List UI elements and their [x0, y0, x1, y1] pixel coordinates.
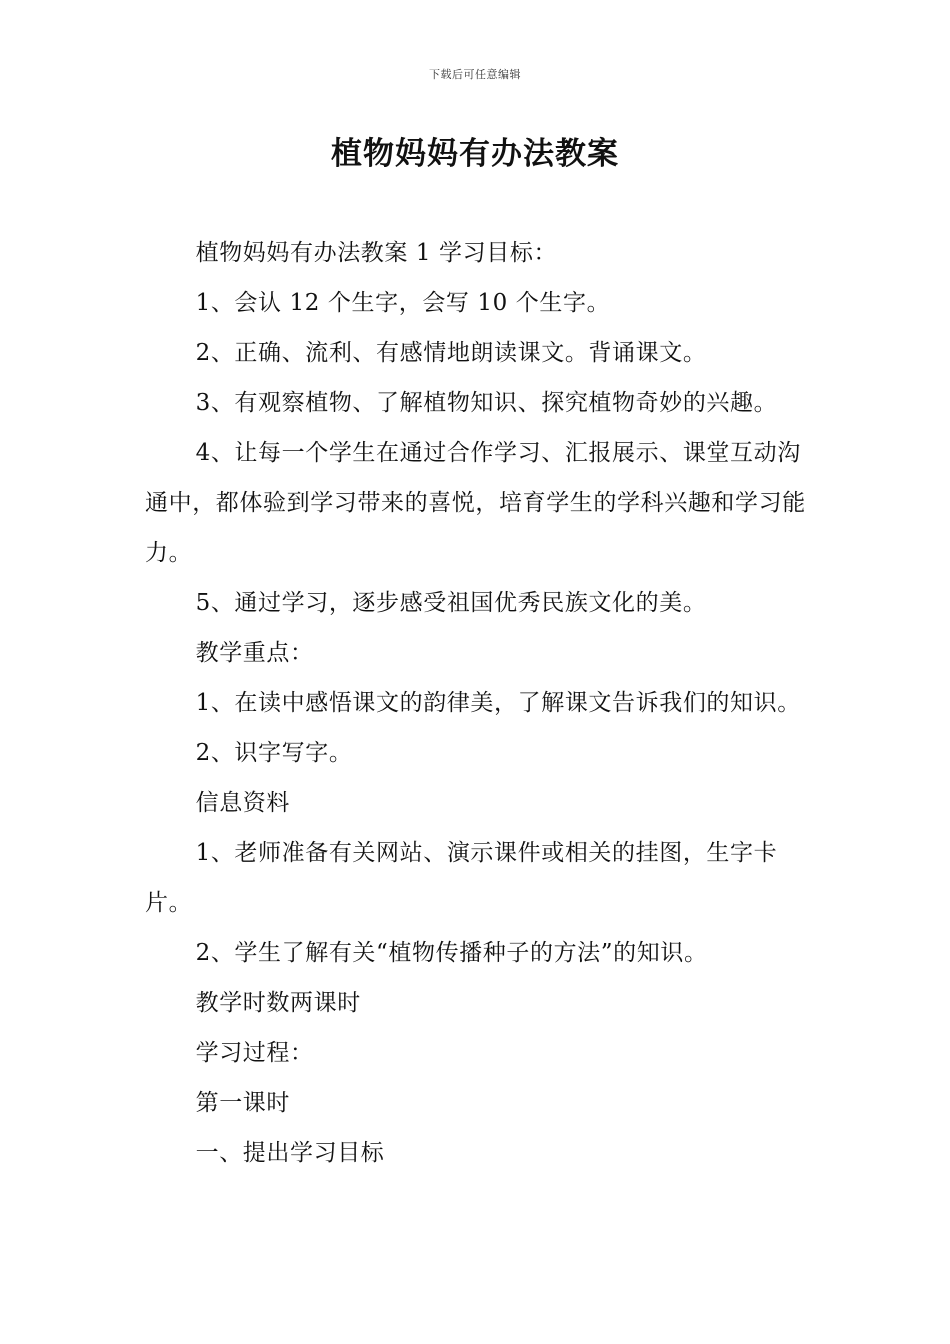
paragraph-resource-1: 1、老师准备有关网站、演示课件或相关的挂图，生字卡片。	[145, 840, 778, 916]
paragraph-key-point-2: 2、识字写字。	[195, 740, 353, 766]
paragraph-key-point-1: 1、在读中感悟课文的韵律美，了解课文告诉我们的知识。	[195, 690, 801, 716]
paragraph-resources-heading: 信息资料	[195, 790, 290, 816]
paragraph-process-heading: 学习过程：	[195, 1040, 314, 1066]
paragraph-objective-5: 5、通过学习，逐步感受祖国优秀民族文化的美。	[195, 590, 707, 616]
header-note: 下载后可任意编辑	[429, 68, 521, 81]
paragraph-key-points-heading: 教学重点：	[195, 640, 314, 666]
paragraph-objective-2: 2、正确、流利、有感情地朗读课文。背诵课文。	[195, 340, 707, 366]
document-body	[145, 228, 815, 1178]
paragraph-class-hours: 教学时数两课时	[195, 990, 361, 1016]
paragraph-first-lesson: 第一课时	[195, 1090, 290, 1116]
paragraph-objective-3: 3、有观察植物、了解植物知识、探究植物奇妙的兴趣。	[195, 390, 778, 416]
paragraph-objective-1: 1、会认 12 个生字，会写 10 个生字。	[195, 290, 611, 316]
paragraph-resource-2: 2、学生了解有关“植物传播种子的方法”的知识。	[195, 940, 708, 966]
paragraph-objective-4: 4、让每一个学生在通过合作学习、汇报展示、课堂互动沟通中，都体验到学习带来的喜悦，培育学生的学科兴趣和学习能力。	[145, 440, 806, 566]
paragraph-step-1: 一、提出学习目标	[195, 1140, 385, 1166]
document-title: 植物妈妈有办法教案	[331, 136, 619, 172]
paragraph-objectives-intro: 植物妈妈有办法教案 1 学习目标：	[195, 240, 558, 266]
